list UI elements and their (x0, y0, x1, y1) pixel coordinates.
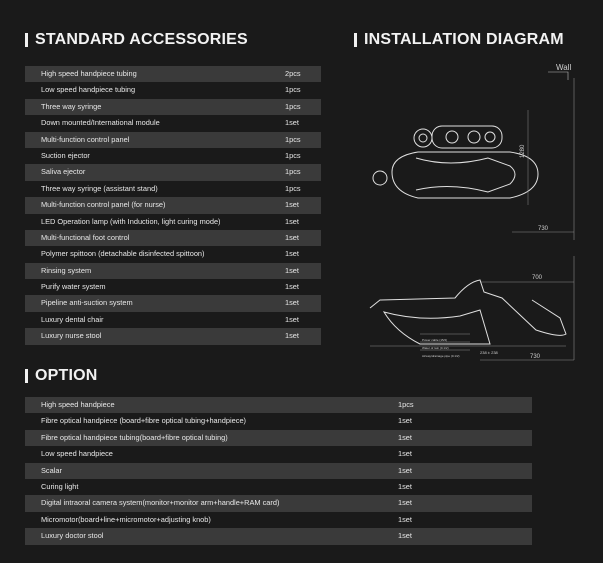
installation-diagram-heading (354, 31, 564, 49)
heading-bar (354, 33, 357, 47)
dim-height: 1280 (520, 144, 526, 158)
item-qty: 2pcs (285, 69, 301, 78)
spittoon (373, 171, 387, 185)
table-row (25, 312, 321, 328)
item-name: High speed handpiece (41, 400, 115, 409)
item-qty: 1set (285, 331, 299, 341)
legend-water: Water of rain (0.1/2) (422, 346, 449, 350)
item-name: Pipeline anti-suction system (41, 298, 133, 308)
table-row (25, 479, 532, 495)
item-name: Fibre optical handpiece (board+fibre optical tubing+handpiece) (41, 416, 247, 426)
dim-width-bottom: 730 (530, 354, 541, 360)
item-name: Rinsing system (41, 265, 92, 275)
standard-accessories-table (25, 66, 321, 345)
item-name: Low speed handpiece tubing (41, 85, 136, 95)
item-qty: 1set (285, 282, 299, 292)
wall-leader (548, 72, 568, 80)
tray-knob (446, 131, 458, 143)
table-row (25, 446, 532, 462)
chair-body (416, 158, 515, 192)
item-qty: 1set (285, 232, 299, 242)
item-qty: 1set (398, 481, 412, 491)
item-name: LED Operation lamp (with Induction, light curing mode) (41, 216, 221, 226)
item-qty: 1set (285, 265, 299, 275)
item-name: Luxury doctor stool (41, 531, 104, 541)
table-row (25, 164, 321, 180)
dim-700: 700 (532, 275, 543, 281)
table-row (25, 181, 321, 197)
table-row (25, 328, 321, 344)
item-qty: 1set (285, 298, 299, 308)
option-table (25, 397, 532, 545)
item-name: Purify water system (41, 282, 106, 292)
item-qty: 1pcs (285, 85, 301, 95)
table-row (25, 263, 321, 279)
table-row (25, 197, 321, 213)
lamp-head (414, 129, 432, 147)
item-qty: 1pcs (285, 101, 301, 111)
legend-drain: Airway/drainage pipe (0.1/2) (422, 354, 460, 358)
tray-knob (485, 132, 495, 142)
option-title: OPTION (35, 367, 98, 384)
item-qty: 1set (398, 465, 412, 475)
option-heading (25, 367, 98, 385)
item-qty: 1pcs (285, 134, 301, 144)
table-row (25, 413, 532, 429)
table-row (25, 230, 321, 246)
item-qty: 1set (398, 531, 412, 541)
item-qty: 1set (398, 514, 412, 524)
installation-diagram-title: INSTALLATION DIAGRAM (364, 31, 564, 48)
item-qty: 1set (285, 216, 299, 226)
item-qty: 1set (398, 498, 412, 508)
item-qty: 1set (285, 314, 299, 324)
chair-side-view (370, 280, 566, 346)
item-name: Multi-functional foot control (41, 232, 130, 242)
table-row (25, 463, 532, 479)
wall-label: Wall (556, 63, 572, 72)
item-name: Three way syringe (41, 101, 102, 111)
heading-bar (25, 369, 28, 383)
item-name: Luxury nurse stool (41, 331, 102, 341)
item-qty: 1pcs (285, 167, 301, 177)
item-qty: 1set (398, 449, 412, 459)
item-qty: 1set (285, 249, 299, 259)
table-row (25, 495, 532, 511)
standard-accessories-heading (25, 31, 248, 49)
table-row (25, 115, 321, 131)
table-row (25, 246, 321, 262)
standard-accessories-title: STANDARD ACCESSORIES (35, 31, 248, 48)
legend-power: Power cable (15/2) (422, 338, 448, 342)
table-row (25, 214, 321, 230)
item-name: Curing light (41, 481, 79, 491)
item-qty: 1set (285, 200, 299, 210)
table-row (25, 512, 532, 528)
table-row (25, 82, 321, 98)
table-row (25, 99, 321, 115)
lamp-head-inner (419, 134, 427, 142)
item-qty: 1set (285, 118, 299, 128)
item-name: Suction ejector (41, 150, 90, 160)
item-name: High speed handpiece tubing (41, 69, 137, 78)
table-row (25, 279, 321, 295)
item-qty: 1pcs (285, 150, 301, 160)
item-name: Down mounted/International module (41, 118, 160, 128)
dim-small: 238 ± 238 (480, 350, 498, 355)
dim-width-top: 730 (538, 226, 549, 232)
item-name: Fibre optical handpiece tubing(board+fibre optical tubing) (41, 432, 228, 442)
item-name: Multi-function control panel (for nurse) (41, 200, 166, 210)
table-row (25, 295, 321, 311)
item-qty: 1pcs (398, 400, 414, 409)
item-name: Low speed handpiece (41, 449, 113, 459)
item-name: Luxury dental chair (41, 314, 104, 324)
table-row (25, 66, 321, 82)
heading-bar (25, 33, 28, 47)
item-name: Three way syringe (assistant stand) (41, 183, 158, 193)
item-qty: 1set (398, 432, 412, 442)
item-name: Digital intraoral camera system(monitor+monitor arm+handle+RAM card) (41, 498, 280, 508)
installation-diagram (360, 60, 600, 370)
table-row (25, 148, 321, 164)
item-name: Scalar (41, 465, 62, 475)
item-name: Multi-function control panel (41, 134, 130, 144)
chair-profile (370, 280, 566, 335)
item-qty: 1set (398, 416, 412, 426)
chair-top-view (373, 126, 538, 198)
item-qty: 1pcs (285, 183, 301, 193)
table-row (25, 132, 321, 148)
instrument-tray (432, 126, 502, 148)
table-row (25, 430, 532, 446)
tray-knob (468, 131, 480, 143)
item-name: Polymer spittoon (detachable disinfected spittoon) (41, 249, 205, 259)
item-name: Saliva ejector (41, 167, 86, 177)
table-row (25, 528, 532, 544)
chair-seat-outline (392, 152, 538, 198)
item-name: Micromotor(board+line+micromotor+adjusting knob) (41, 514, 211, 524)
table-row (25, 397, 532, 413)
